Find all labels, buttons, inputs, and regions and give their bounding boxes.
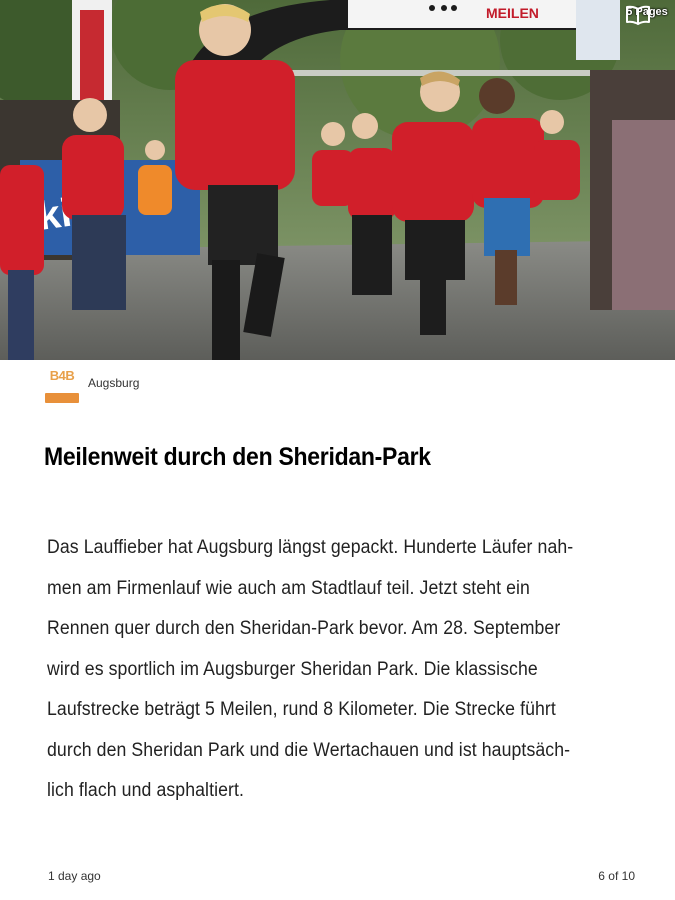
article-headline: Meilenweit durch den Sheridan-Park xyxy=(44,443,431,471)
banner-text: MEILEN xyxy=(486,5,539,21)
article-body-line: wird es sportlich im Augsburger Sheridan Park. Die klassische xyxy=(47,658,538,680)
pages-button[interactable] xyxy=(625,4,669,18)
race-photo-illustration xyxy=(0,0,675,360)
article-body xyxy=(47,528,675,812)
article-body-line: Laufstrecke beträgt 5 Meilen, rund 8 Kilometer. Die Strecke führt xyxy=(47,699,556,720)
pages-count: 5 Pages xyxy=(626,6,668,18)
source-row[interactable] xyxy=(44,368,139,404)
hero-photo[interactable] xyxy=(0,0,675,360)
article-body-line: Rennen quer durch den Sheridan-Park bevor. Am 28. September xyxy=(47,618,561,639)
source-name: Augsburg xyxy=(88,376,140,390)
article-body-line: durch den Sheridan Park und die Wertachauen und ist hauptsäch- xyxy=(47,739,571,761)
article-body-line: lich flach und asphaltiert. xyxy=(47,780,245,801)
b4b-logo xyxy=(44,368,80,404)
logo-text: B4B xyxy=(49,368,75,383)
logo-bar xyxy=(45,393,79,403)
timestamp: 1 day ago xyxy=(48,869,101,883)
page-indicator: 6 of 10 xyxy=(598,869,635,883)
open-book-icon xyxy=(625,4,651,26)
article-body-line: men am Firmenlauf wie auch am Stadtlauf teil. Jetzt steht ein xyxy=(47,577,530,599)
article-body-line: Das Lauffieber hat Augsburg längst gepackt. Hunderte Läufer nah- xyxy=(47,537,574,558)
